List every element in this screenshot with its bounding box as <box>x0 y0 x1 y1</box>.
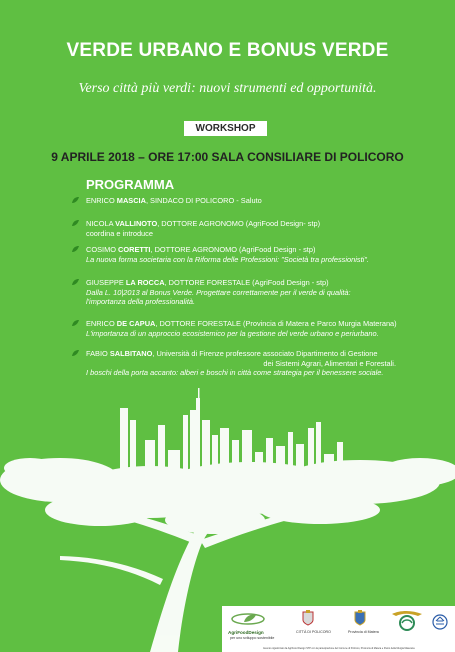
partner-logos <box>222 606 455 652</box>
park-logo-icon <box>390 608 424 632</box>
program-item: NICOLA VALLINOTO, DOTTORE AGRONOMO (AgriFood Design- stp) coordina e introduce <box>86 219 321 238</box>
program-item: FABIO SALBITANO, Università di Firenze professore associato Dipartimento di Gestione dei Sistemi Agrari, Alimentari e Forestali. I boschi della porta accanto: alberi e boschi in città come strategia per il benessere sociale. <box>86 349 396 377</box>
leaf-bullet-icon <box>72 246 79 252</box>
logos-footer-text: Evento organizzato da AgriFood Design STP con la partecipazione del Comune di Policoro, Provincia di Matera e Parco della Murgia Materana <box>263 647 415 650</box>
workshop-badge: WORKSHOP <box>184 121 267 136</box>
leaf-bullet-icon <box>72 279 79 285</box>
program-item: ENRICO DE CAPUA, DOTTORE FORESTALE (Provincia di Matera e Parco Murgia Materana) L'importanza di un approccio ecosistemico per la gestione del verde urbano e periurbano. <box>86 319 397 338</box>
event-subtitle: Verso città più verdi: nuovi strumenti ed opportunità. <box>78 81 377 96</box>
program-title: PROGRAMMA <box>86 177 175 192</box>
date-location: 9 APRILE 2018 – ORE 17:00 SALA CONSILIARE DI POLICORO <box>51 150 404 164</box>
unesco-logo-icon <box>432 614 448 630</box>
program-item: GIUSEPPE LA ROCCA, DOTTORE FORESTALE (AgriFood Design - stp) Dalla L. 10|2013 al Bonus Verde. Progettare correttamente per il verde di qualità: l'importanza della professionalità. <box>86 278 351 306</box>
leaf-bullet-icon <box>72 220 79 226</box>
agrifood-tagline: per uno sviluppo sostenibile <box>230 636 275 640</box>
program-item: COSIMO CORETTI, DOTTORE AGRONOMO (AgriFood Design - stp) La nuova forma societaria con la Riforma delle Professioni: "Società tra professionisti". <box>86 245 369 264</box>
agrifood-logo-icon <box>230 612 266 626</box>
matera-label: Provincia di Matera <box>348 630 379 634</box>
event-title: VERDE URBANO E BONUS VERDE <box>66 40 389 61</box>
policoro-label: CITTÀ DI POLICORO <box>296 630 331 634</box>
leaf-bullet-icon <box>72 320 79 326</box>
matera-crest-icon <box>354 610 366 626</box>
agrifood-logo-text: AgriFoodDesign <box>228 630 264 635</box>
program-item: ENRICO MASCIA, SINDACO DI POLICORO - Saluto <box>86 196 262 205</box>
leaf-bullet-icon <box>72 197 79 203</box>
leaf-bullet-icon <box>72 350 79 356</box>
policoro-crest-icon <box>302 610 314 626</box>
